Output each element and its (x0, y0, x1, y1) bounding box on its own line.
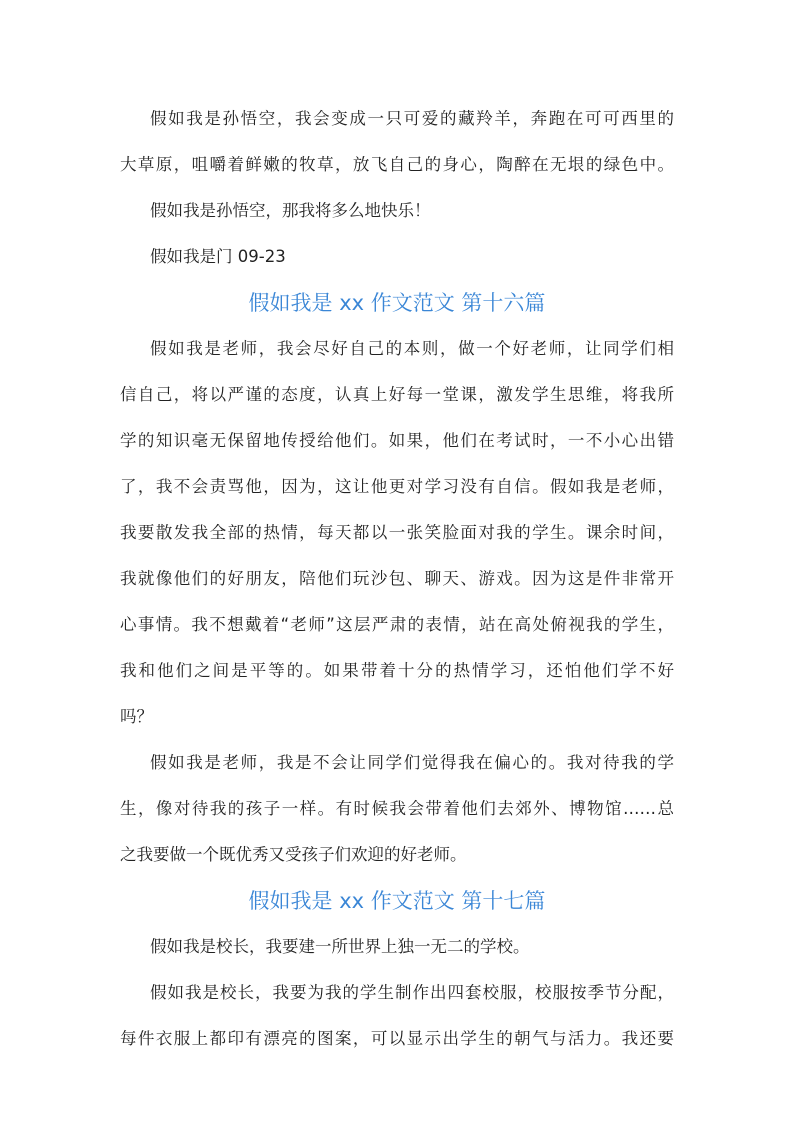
paragraph-line: 假如我是孙悟空，我会变成一只可爱的藏羚羊，奔跑在可可西里的 (150, 109, 674, 128)
document-page (120, 96, 674, 1062)
section-heading: 假如我是 xx 作文范文 第十七篇 (248, 889, 546, 913)
paragraph-line: 我就像他们的好朋友，陪他们玩沙包、聊天、游戏。因为这是件非常开 (120, 569, 674, 588)
paragraph-line: 假如我是门 09-23 (150, 247, 286, 266)
paragraph-line: 心事情。我不想戴着“老师”这层严肃的表情，站在高处俯视我的学生， (120, 615, 674, 634)
paragraph-line: 我要散发我全部的热情，每天都以一张笑脸面对我的学生。课余时间， (120, 523, 674, 542)
paragraph-line: 假如我是老师，我是不会让同学们觉得我在偏心的。我对待我的学 (150, 753, 674, 772)
paragraph-line: 生，像对待我的孩子一样。有时候我会带着他们去郊外、博物馆……总 (120, 799, 674, 818)
paragraph-line: 大草原，咀嚼着鲜嫩的牧草，放飞自己的身心，陶醉在无垠的绿色中。 (120, 155, 674, 174)
paragraph-line: 假如我是校长，我要为我的学生制作出四套校服，校服按季节分配， (150, 983, 674, 1002)
section-heading: 假如我是 xx 作文范文 第十六篇 (248, 291, 546, 315)
paragraph-line: 之我要做一个既优秀又受孩子们欢迎的好老师。 (120, 845, 467, 864)
paragraph-line: 每件衣服上都印有漂亮的图案，可以显示出学生的朝气与活力。我还要 (120, 1029, 674, 1048)
paragraph-line: 假如我是孙悟空，那我将多么地快乐！ (150, 201, 431, 220)
paragraph-line: 了，我不会责骂他，因为，这让他更对学习没有自信。假如我是老师， (120, 477, 674, 496)
paragraph-line: 假如我是老师，我会尽好自己的本则，做一个好老师，让同学们相 (150, 339, 674, 358)
paragraph-line: 信自己，将以严谨的态度，认真上好每一堂课，激发学生思维，将我所 (120, 385, 674, 404)
paragraph-line: 学的知识毫无保留地传授给他们。如果，他们在考试时，一不小心出错 (120, 431, 674, 450)
paragraph-line: 我和他们之间是平等的。如果带着十分的热情学习，还怕他们学不好 (120, 661, 674, 680)
paragraph-line: 吗？ (120, 707, 153, 726)
paragraph-line: 假如我是校长，我要建一所世界上独一无二的学校。 (150, 937, 530, 956)
